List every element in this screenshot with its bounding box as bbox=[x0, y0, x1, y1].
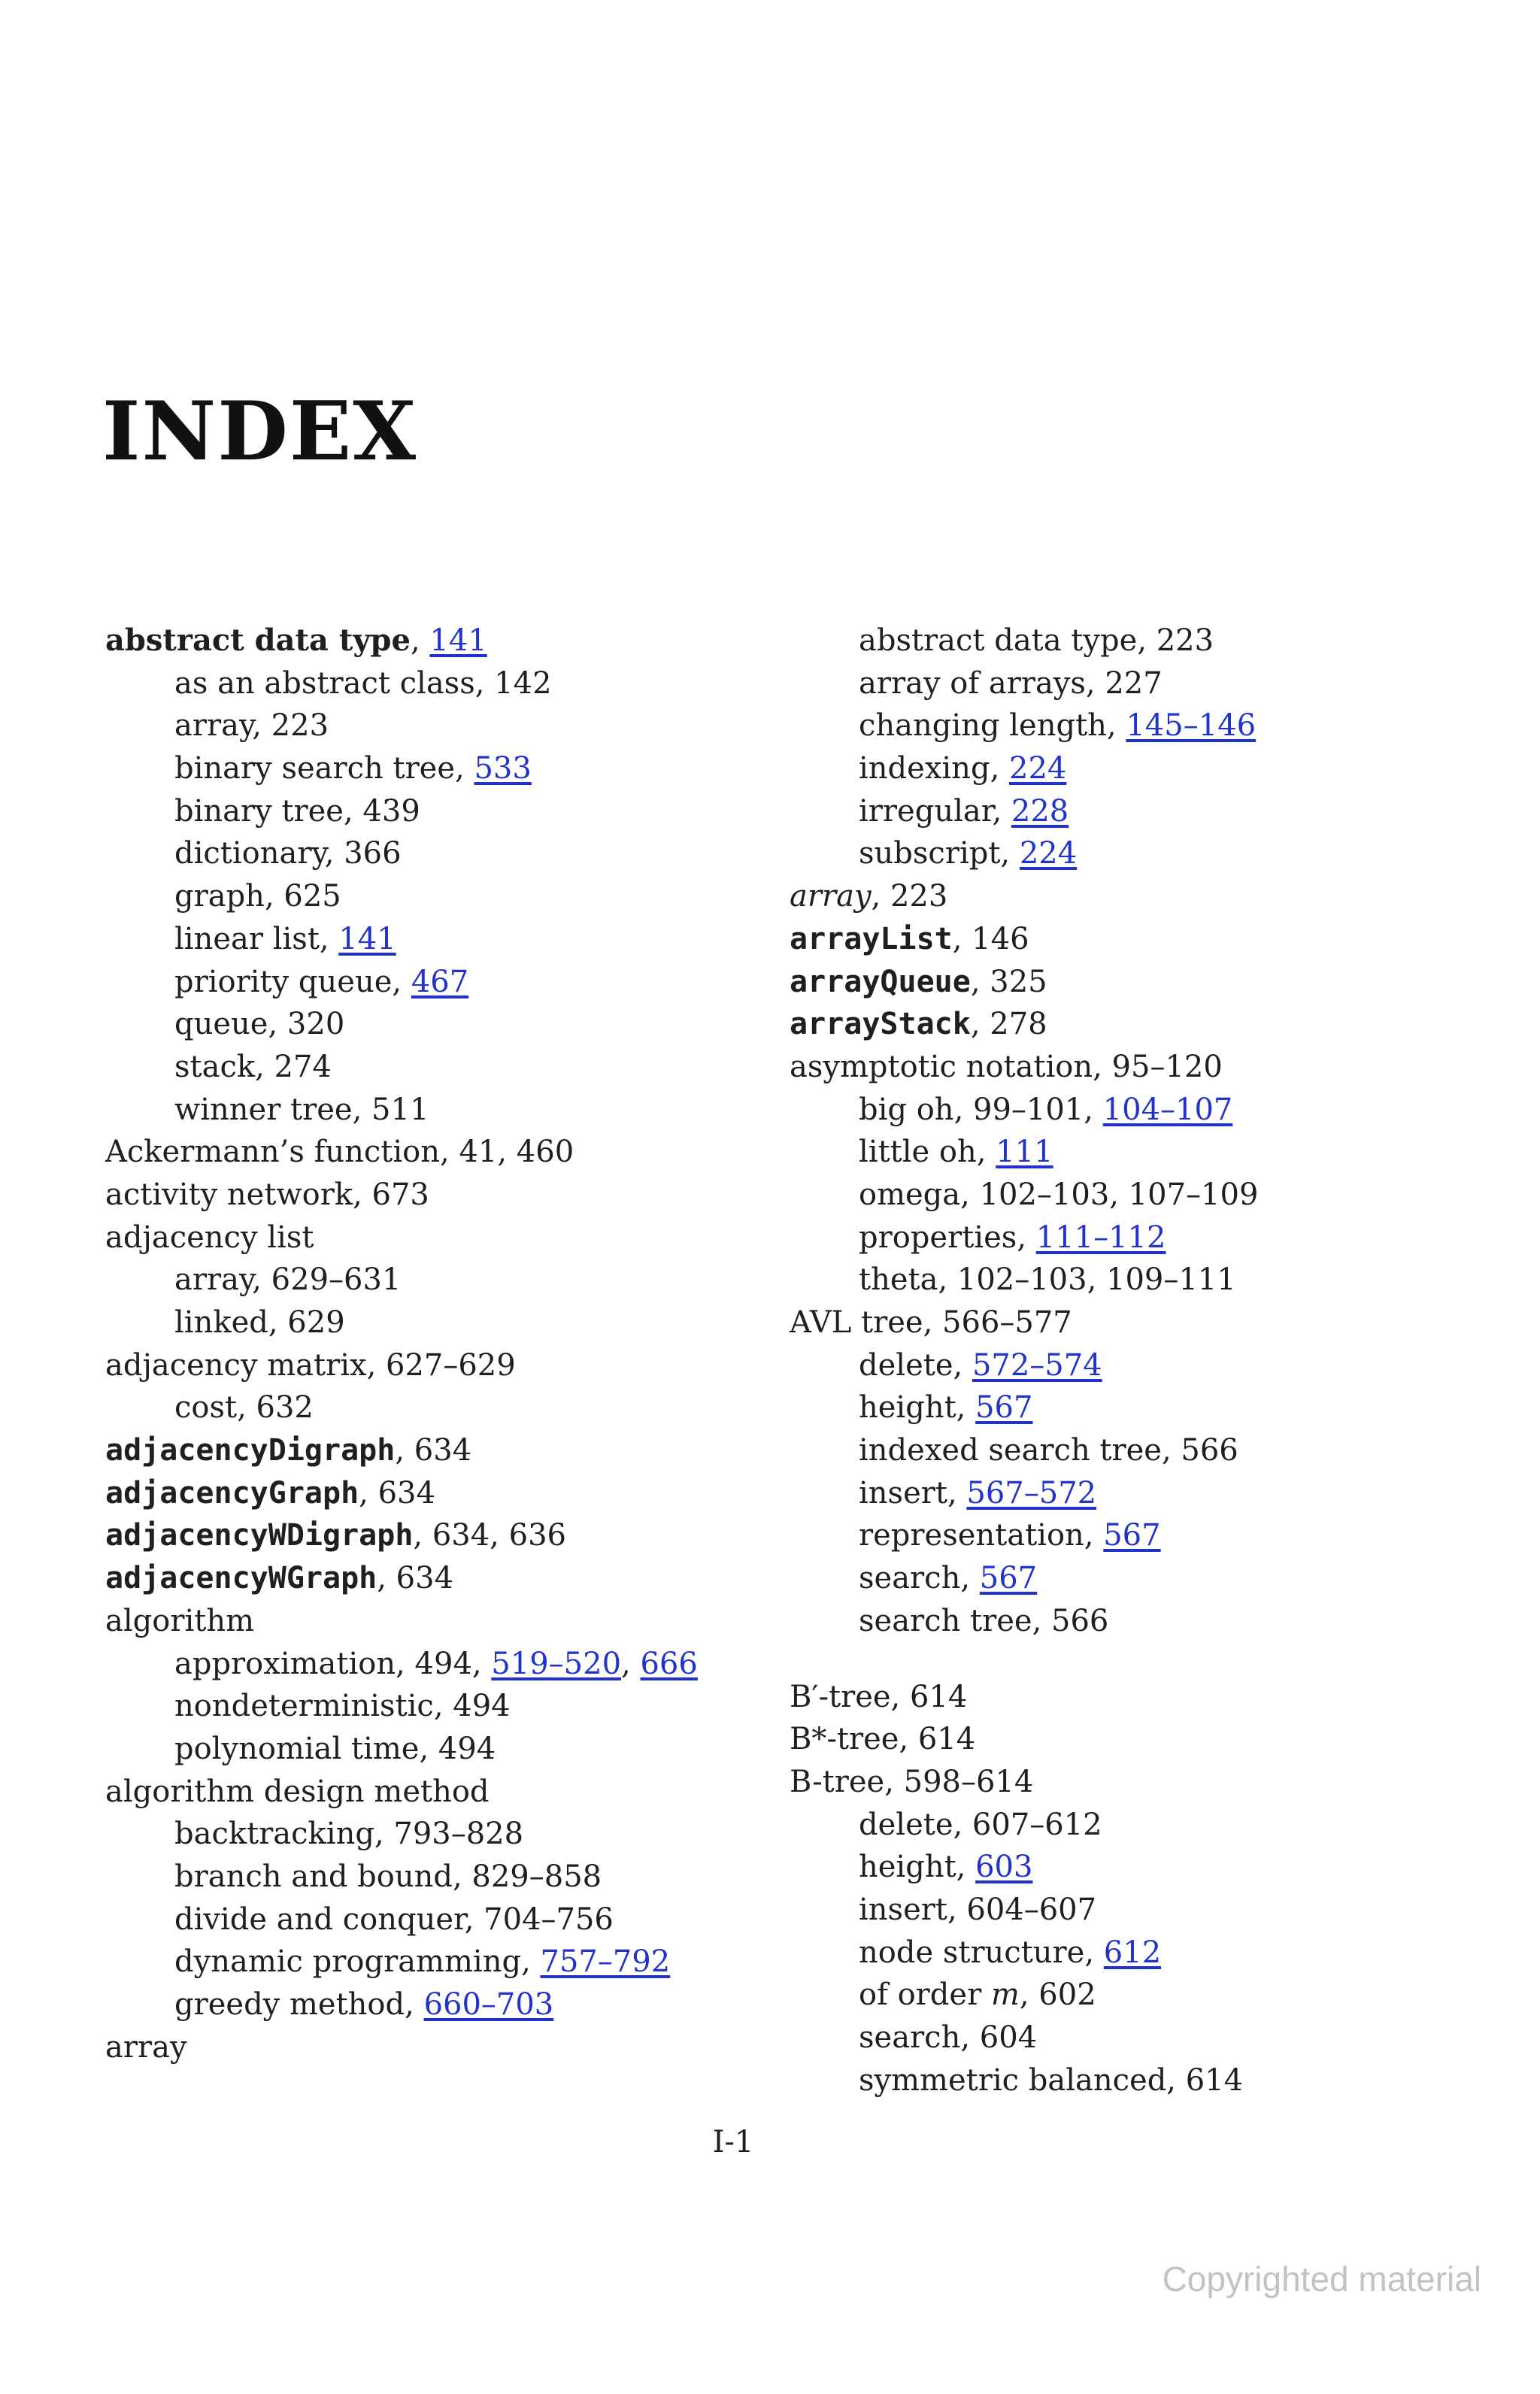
index-subentry bbox=[790, 1089, 1466, 1132]
index-term-math: m bbox=[990, 1977, 1020, 2013]
index-term: indexed search tree bbox=[859, 1433, 1162, 1468]
index-subentry bbox=[105, 875, 767, 918]
index-subentry bbox=[105, 705, 767, 747]
page-ref-text: , 274 bbox=[255, 1049, 332, 1084]
page-ref-link[interactable]: 567 bbox=[975, 1390, 1033, 1426]
index-term: insert bbox=[859, 1475, 947, 1511]
page-ref-text: , bbox=[621, 1646, 641, 1681]
page-ref-text: , 632 bbox=[237, 1390, 314, 1426]
index-term: algorithm bbox=[105, 1603, 255, 1638]
page-ref-text: , 278 bbox=[970, 1007, 1047, 1042]
index-subentry bbox=[105, 662, 767, 705]
index-entry bbox=[790, 875, 1466, 918]
index-term: adjacencyDigraph bbox=[105, 1433, 396, 1468]
index-term: graph bbox=[174, 879, 265, 914]
index-subentry bbox=[790, 1217, 1466, 1259]
index-subentry bbox=[105, 747, 767, 790]
index-term: indexing bbox=[859, 751, 990, 786]
index-term: subscript bbox=[859, 836, 1001, 871]
page-ref-text: , 634 bbox=[395, 1433, 472, 1468]
page-ref-text: , 325 bbox=[970, 964, 1047, 999]
index-term: nondeterministic bbox=[174, 1689, 434, 1724]
page-ref-text: , 142 bbox=[474, 665, 552, 701]
index-entry bbox=[790, 1676, 1466, 1719]
index-subentry bbox=[790, 1174, 1466, 1217]
index-subentry bbox=[105, 1941, 767, 1983]
page-ref-link[interactable]: 757–792 bbox=[540, 1944, 671, 1980]
index-entry bbox=[105, 620, 767, 662]
page-ref-text: , bbox=[976, 1135, 996, 1170]
page-ref-text: , 223 bbox=[1137, 623, 1214, 658]
index-subentry bbox=[790, 662, 1466, 705]
index-term: node structure bbox=[859, 1935, 1085, 1970]
page-ref-link[interactable]: 666 bbox=[640, 1646, 698, 1681]
index-term: big oh bbox=[859, 1092, 954, 1127]
index-subentry bbox=[790, 1557, 1466, 1600]
index-entry bbox=[790, 961, 1466, 1004]
page-ref-text: , 494 bbox=[433, 1689, 511, 1724]
page-ref-text: , 41, 460 bbox=[440, 1135, 574, 1170]
page-ref-text: , 146 bbox=[952, 921, 1029, 956]
page-ref-text: , bbox=[1084, 1935, 1104, 1970]
index-entry bbox=[105, 1600, 767, 1643]
index-subentry bbox=[790, 620, 1466, 662]
page-ref-text: , 604 bbox=[960, 2020, 1038, 2055]
index-term: search bbox=[859, 2020, 961, 2055]
index-subentry bbox=[790, 747, 1466, 790]
index-term: binary search tree bbox=[174, 751, 456, 786]
page-ref-text: , 223 bbox=[871, 879, 948, 914]
page-ref-link[interactable]: 567–572 bbox=[966, 1475, 1097, 1511]
index-term: greedy method bbox=[174, 1987, 405, 2022]
index-entry bbox=[105, 1344, 767, 1387]
page-ref-text: , 793–828 bbox=[374, 1817, 524, 1852]
index-term: of order bbox=[859, 1977, 991, 2013]
page-ref-text: , bbox=[410, 623, 430, 658]
index-entry bbox=[105, 1557, 767, 1600]
index-entry bbox=[105, 1771, 767, 1814]
index-term: properties bbox=[859, 1220, 1017, 1255]
page-ref-text: , 99–101, bbox=[953, 1092, 1103, 1127]
index-entry bbox=[790, 1003, 1466, 1046]
page-ref-link[interactable]: 104–107 bbox=[1102, 1092, 1233, 1127]
index-subentry bbox=[790, 1932, 1466, 1974]
page-ref-text: , 629 bbox=[268, 1305, 345, 1340]
index-subentry bbox=[790, 1472, 1466, 1515]
page-ref-text: , bbox=[953, 1347, 972, 1383]
page-ref-text: , 598–614 bbox=[884, 1764, 1034, 1799]
index-term: search bbox=[859, 1561, 961, 1596]
page-ref-text: , 614 bbox=[890, 1679, 968, 1714]
index-term: array bbox=[174, 708, 253, 744]
index-subentry bbox=[790, 1600, 1466, 1643]
index-term: theta bbox=[859, 1262, 938, 1298]
index-subentry bbox=[105, 1728, 767, 1771]
index-subentry bbox=[105, 1899, 767, 1941]
index-entry bbox=[105, 1217, 767, 1259]
index-entry bbox=[790, 1761, 1466, 1804]
index-term: cost bbox=[174, 1390, 238, 1426]
index-term: linear list bbox=[174, 921, 320, 956]
page-ref-text: , bbox=[521, 1944, 541, 1980]
page-ref-text: , 95–120 bbox=[1093, 1049, 1223, 1084]
copyright-watermark: Copyrighted material bbox=[1162, 2259, 1481, 2299]
index-term: adjacencyWGraph bbox=[105, 1561, 377, 1596]
page-ref-text: , bbox=[956, 1850, 976, 1885]
page-ref-text: , bbox=[956, 1390, 976, 1426]
index-term: abstract data type bbox=[859, 623, 1138, 658]
page-ref-text: , 494, bbox=[396, 1646, 492, 1681]
index-term: linked bbox=[174, 1305, 268, 1340]
index-subentry bbox=[105, 1983, 767, 2026]
page-ref-link[interactable]: 519–520 bbox=[491, 1646, 622, 1681]
index-term: winner tree bbox=[174, 1092, 353, 1127]
index-term: dictionary bbox=[174, 836, 325, 871]
page-ref-link[interactable]: 111–112 bbox=[1035, 1220, 1166, 1255]
page-ref-text: , 102–103, 107–109 bbox=[960, 1177, 1259, 1212]
index-subentry bbox=[105, 1856, 767, 1899]
index-term: symmetric balanced bbox=[859, 2062, 1167, 2098]
index-term: stack bbox=[174, 1049, 256, 1084]
page-ref-link[interactable]: 533 bbox=[474, 751, 532, 786]
index-subentry bbox=[105, 1046, 767, 1089]
index-term: omega bbox=[859, 1177, 961, 1212]
index-term: array of arrays bbox=[859, 665, 1086, 701]
page-ref-text: , 566–577 bbox=[923, 1305, 1072, 1340]
page-ref-text: , 673 bbox=[353, 1177, 429, 1212]
index-subentry bbox=[790, 832, 1466, 875]
page-number: I-1 bbox=[712, 2125, 754, 2159]
index-term: array bbox=[174, 1262, 253, 1298]
index-term: binary tree bbox=[174, 793, 344, 829]
index-term: representation bbox=[859, 1518, 1084, 1553]
index-subentry bbox=[790, 1514, 1466, 1557]
index-entry bbox=[105, 1429, 767, 1472]
index-term: priority queue bbox=[174, 964, 393, 999]
index-subentry bbox=[790, 1804, 1466, 1847]
page-ref-text: , 566 bbox=[1032, 1603, 1109, 1638]
page-ref-link[interactable]: 111 bbox=[996, 1135, 1053, 1170]
page-ref-text: , bbox=[405, 1987, 424, 2022]
page-ref-text: , bbox=[990, 751, 1009, 786]
index-subentry bbox=[790, 2059, 1466, 2102]
page-ref-link[interactable]: 141 bbox=[338, 921, 396, 956]
index-term: height bbox=[859, 1850, 956, 1885]
index-term: divide and conquer bbox=[174, 1902, 465, 1937]
index-term: Ackermann’s function bbox=[105, 1135, 441, 1170]
page-ref-text: , 704–756 bbox=[464, 1902, 614, 1937]
page-ref-text: , 634 bbox=[377, 1561, 454, 1596]
index-subentry bbox=[105, 1259, 767, 1302]
index-entry bbox=[105, 1131, 767, 1174]
page-ref-text: , 634 bbox=[359, 1475, 435, 1511]
page-ref-text: , bbox=[392, 964, 411, 999]
index-term: adjacency matrix bbox=[105, 1347, 367, 1383]
page-ref-text: , 366 bbox=[324, 836, 402, 871]
index-term: arrayList bbox=[790, 921, 953, 956]
index-subentry bbox=[790, 705, 1466, 747]
index-term: polynomial time bbox=[174, 1731, 420, 1766]
index-subentry bbox=[105, 1302, 767, 1344]
page-ref-text: , 102–103, 109–111 bbox=[938, 1262, 1236, 1298]
page-title: INDEX bbox=[102, 384, 418, 479]
index-entry bbox=[790, 1302, 1466, 1344]
index-term: B′-tree bbox=[790, 1679, 891, 1714]
index-subentry bbox=[105, 790, 767, 833]
index-term: changing length bbox=[859, 708, 1107, 744]
index-subentry bbox=[105, 1386, 767, 1429]
page-ref-link[interactable]: 660–703 bbox=[423, 1987, 554, 2022]
index-subentry bbox=[790, 1846, 1466, 1889]
index-term: height bbox=[859, 1390, 956, 1426]
page-ref-link[interactable]: 141 bbox=[429, 623, 487, 658]
page-ref-text: , 614 bbox=[1166, 2062, 1244, 2098]
page-ref-link[interactable]: 567 bbox=[979, 1561, 1038, 1596]
page-ref-link[interactable]: 224 bbox=[1009, 751, 1067, 786]
page-ref-text: , 320 bbox=[268, 1007, 345, 1042]
index-term: abstract data type bbox=[105, 623, 411, 658]
page-ref-link[interactable]: 567 bbox=[1103, 1518, 1161, 1553]
page-ref-text: , 223 bbox=[252, 708, 329, 744]
index-subentry bbox=[790, 1259, 1466, 1302]
index-subentry bbox=[790, 1429, 1466, 1472]
index-entry bbox=[105, 1174, 767, 1217]
index-entry bbox=[790, 1046, 1466, 1089]
page-ref-text: , bbox=[992, 793, 1011, 829]
index-entry bbox=[105, 2026, 767, 2069]
page-ref-text: , 439 bbox=[343, 793, 420, 829]
index-column-right bbox=[790, 620, 1466, 2102]
index-subentry bbox=[790, 790, 1466, 833]
page-ref-link[interactable]: 145–146 bbox=[1126, 708, 1257, 744]
page-ref-text: , 634, 636 bbox=[413, 1518, 566, 1553]
page-ref-link[interactable]: 228 bbox=[1011, 793, 1069, 829]
index-subentry bbox=[790, 1131, 1466, 1174]
index-subentry bbox=[105, 918, 767, 961]
index-term: adjacencyWDigraph bbox=[105, 1518, 414, 1553]
index-subentry bbox=[790, 1974, 1466, 2017]
page-ref-text: , bbox=[947, 1475, 967, 1511]
index-term: B*-tree bbox=[790, 1722, 899, 1757]
page-ref-text: , bbox=[1106, 708, 1126, 744]
page-ref-link[interactable]: 603 bbox=[975, 1850, 1033, 1885]
index-column-left bbox=[105, 620, 767, 2068]
index-subentry bbox=[790, 2017, 1466, 2059]
index-term: adjacencyGraph bbox=[105, 1475, 359, 1511]
index-term: delete bbox=[859, 1807, 953, 1842]
index-term: irregular bbox=[859, 793, 993, 829]
index-term: dynamic programming bbox=[174, 1944, 522, 1980]
page-ref-text: , bbox=[1084, 1518, 1104, 1553]
index-term: queue bbox=[174, 1007, 268, 1042]
page-ref-text: , 602 bbox=[1019, 1977, 1096, 2013]
page-ref-text: , bbox=[1017, 1220, 1036, 1255]
index-term: approximation bbox=[174, 1646, 396, 1681]
index-subentry bbox=[105, 1089, 767, 1132]
page-ref-link[interactable]: 572–574 bbox=[972, 1347, 1102, 1383]
index-entry bbox=[790, 1718, 1466, 1761]
index-term: adjacency list bbox=[105, 1220, 314, 1255]
index-subentry bbox=[790, 1386, 1466, 1429]
page-ref-text: , 614 bbox=[899, 1722, 976, 1757]
page-ref-text: , 627–629 bbox=[366, 1347, 516, 1383]
page-ref-text: , 607–612 bbox=[953, 1807, 1102, 1842]
index-term: asymptotic notation bbox=[790, 1049, 1093, 1084]
index-term: arrayQueue bbox=[790, 964, 971, 999]
index-term: branch and bound bbox=[174, 1859, 453, 1894]
page-ref-link[interactable]: 612 bbox=[1103, 1935, 1162, 1970]
page-ref-text: , bbox=[960, 1561, 980, 1596]
page-ref-text: , 227 bbox=[1085, 665, 1163, 701]
page-ref-text: , 625 bbox=[264, 879, 341, 914]
index-subentry bbox=[105, 1003, 767, 1046]
index-subentry bbox=[105, 961, 767, 1004]
index-subentry bbox=[105, 832, 767, 875]
page-ref-text: , 829–858 bbox=[452, 1859, 602, 1894]
index-term: activity network bbox=[105, 1177, 353, 1212]
index-term: as an abstract class bbox=[174, 665, 475, 701]
index-subentry bbox=[105, 1685, 767, 1728]
page-ref-text: , bbox=[455, 751, 474, 786]
page-ref-text: , bbox=[319, 921, 339, 956]
index-subentry bbox=[105, 1643, 767, 1686]
page-ref-text: , 629–631 bbox=[252, 1262, 402, 1298]
index-subentry bbox=[105, 1813, 767, 1856]
index-entry bbox=[105, 1472, 767, 1515]
page-ref-text: , 604–607 bbox=[947, 1892, 1097, 1927]
index-term: arrayStack bbox=[790, 1007, 971, 1042]
index-term: array bbox=[105, 2029, 187, 2065]
index-entry bbox=[105, 1514, 767, 1557]
index-term: backtracking bbox=[174, 1817, 374, 1852]
page-ref-text: , 566 bbox=[1161, 1433, 1238, 1468]
page-ref-text: , 494 bbox=[419, 1731, 496, 1766]
index-term: little oh bbox=[859, 1135, 977, 1170]
index-subentry bbox=[790, 1889, 1466, 1932]
index-term: array bbox=[790, 879, 872, 914]
index-term: delete bbox=[859, 1347, 953, 1383]
index-term: B-tree bbox=[790, 1764, 885, 1799]
index-term: insert bbox=[859, 1892, 947, 1927]
page-ref-text: , 511 bbox=[352, 1092, 429, 1127]
index-term: search tree bbox=[859, 1603, 1032, 1638]
index-term: AVL tree bbox=[790, 1305, 923, 1340]
index-term: algorithm design method bbox=[105, 1774, 490, 1809]
index-subentry bbox=[790, 1344, 1466, 1387]
page-ref-text: , bbox=[1000, 836, 1020, 871]
page-ref-link[interactable]: 467 bbox=[411, 964, 469, 999]
page-ref-link[interactable]: 224 bbox=[1019, 836, 1078, 871]
index-entry bbox=[790, 918, 1466, 961]
